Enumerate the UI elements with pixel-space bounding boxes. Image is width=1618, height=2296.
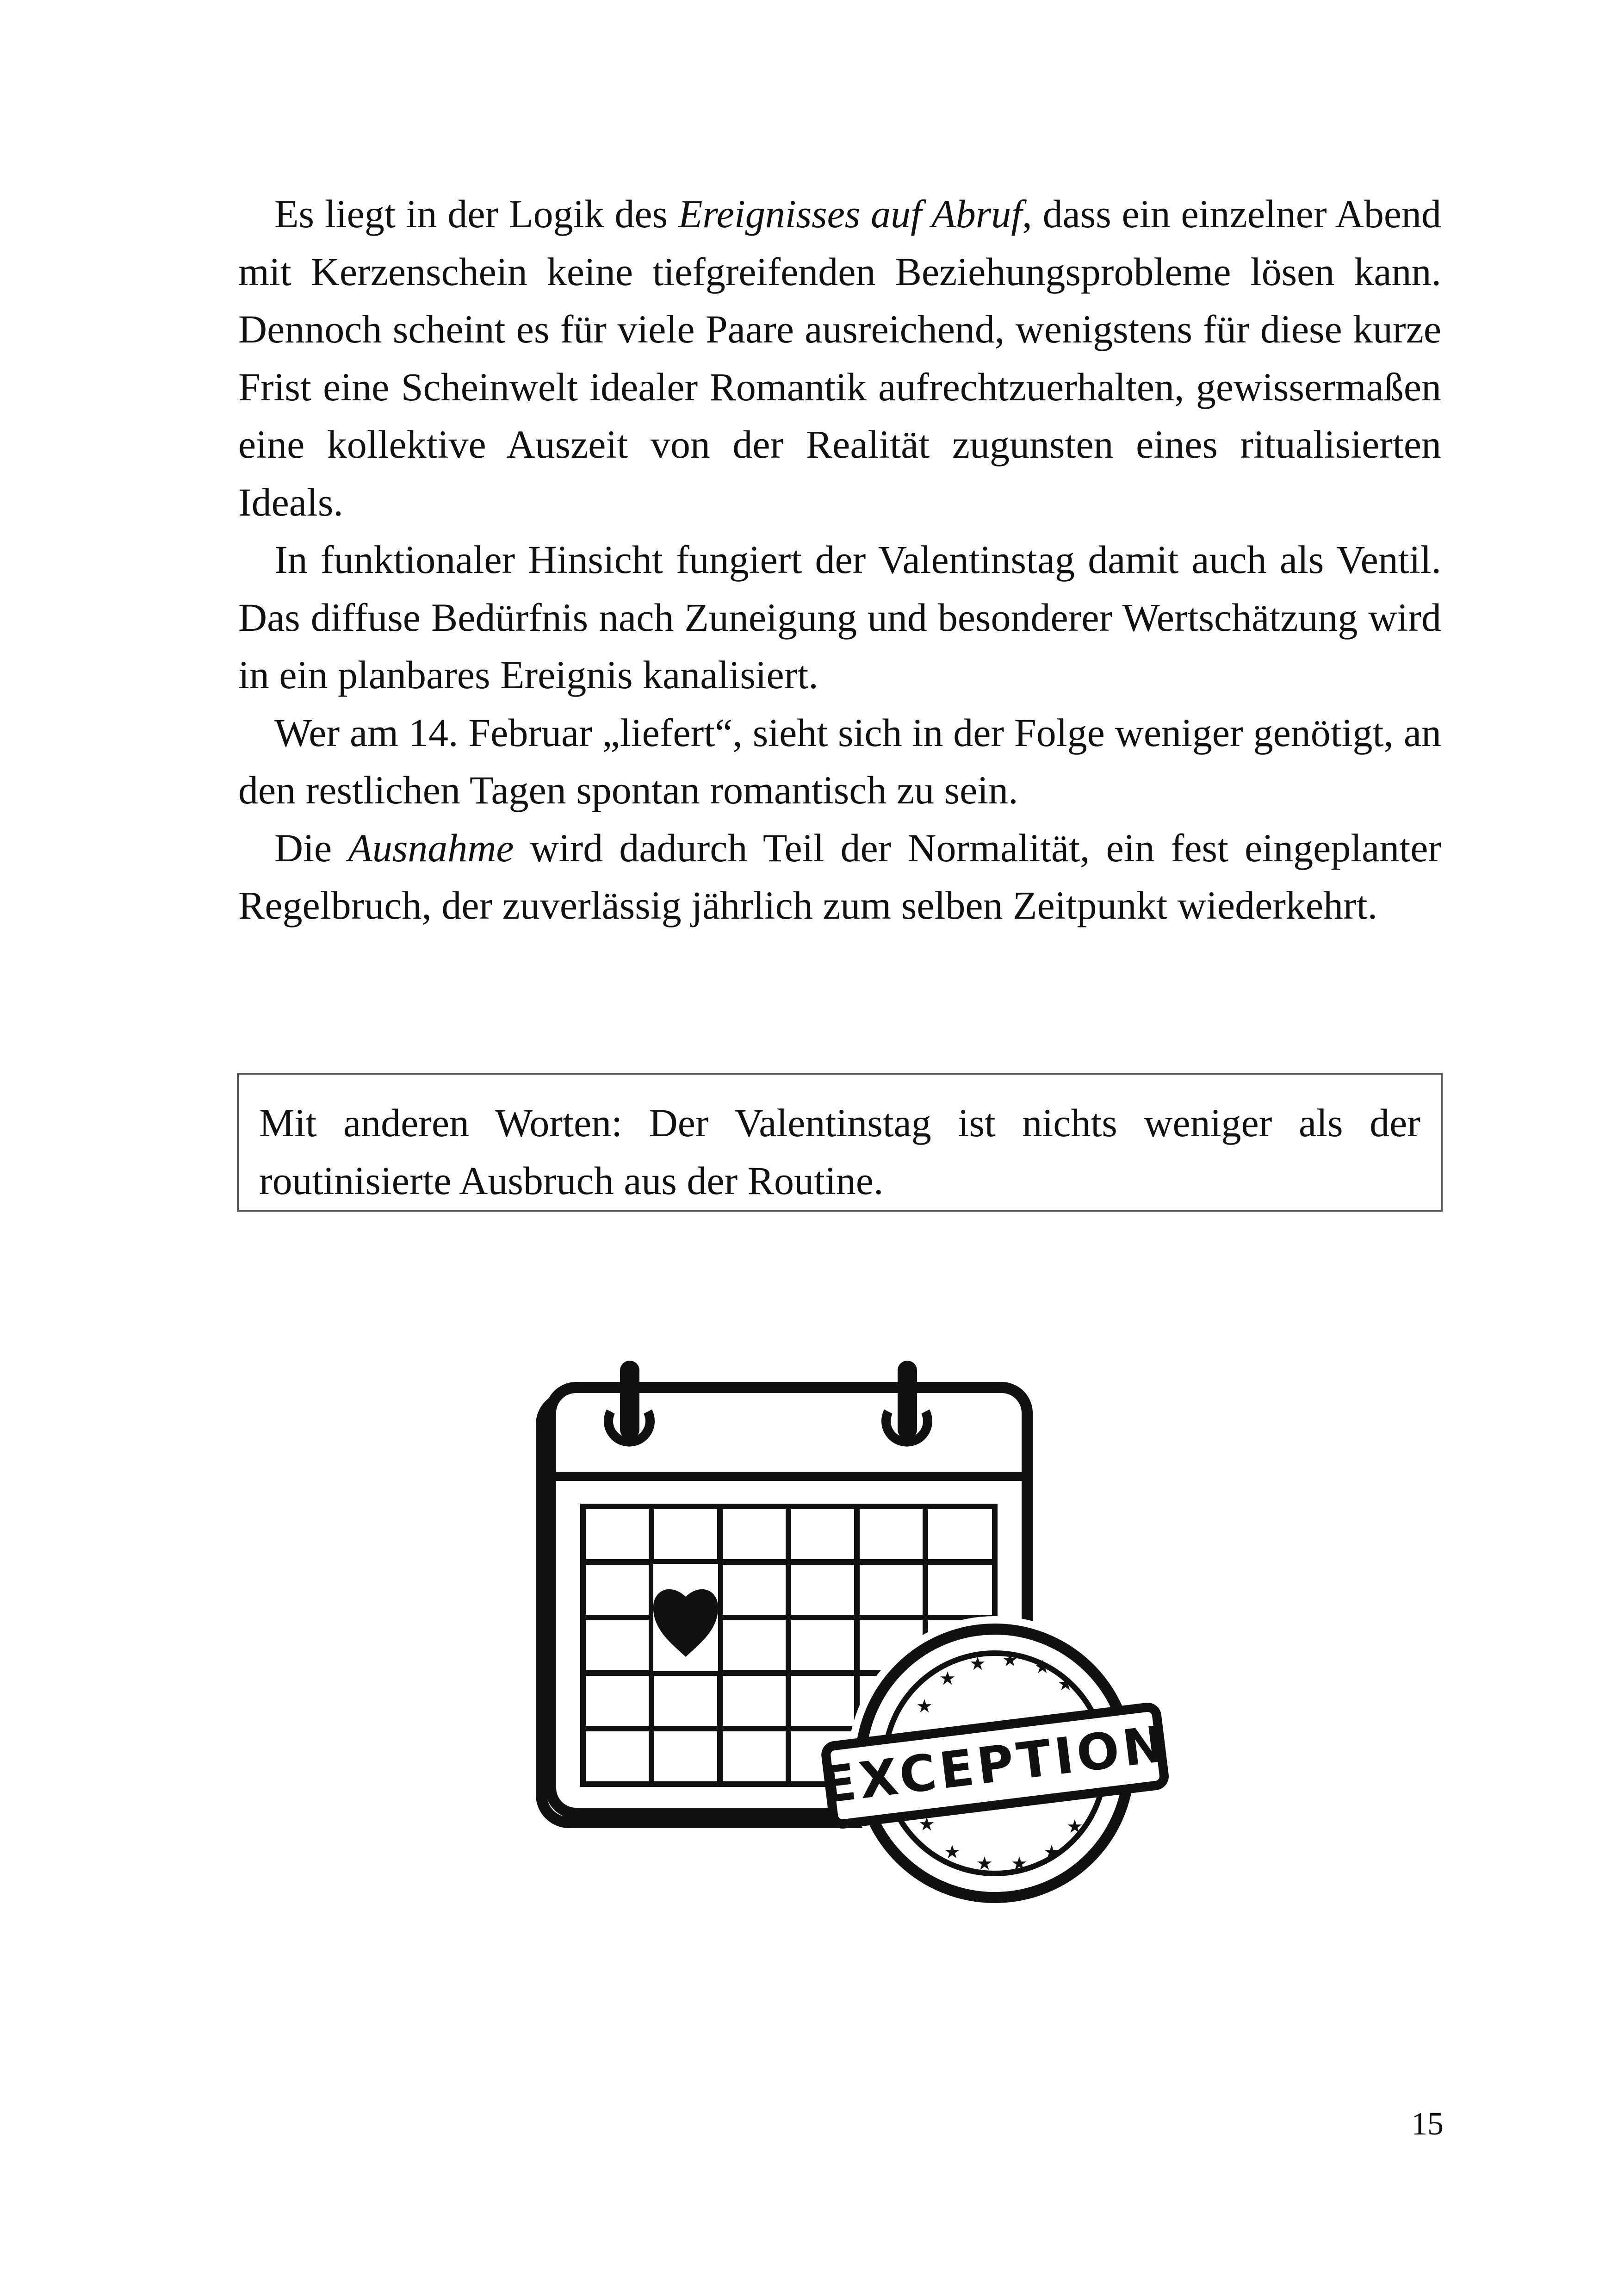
body-text	[238, 185, 1441, 934]
stamp-label: EXCEPTION	[818, 1715, 1172, 1815]
svg-text:★: ★	[1066, 1816, 1083, 1837]
paragraph-4-emphasis: Ausnahme	[348, 825, 514, 870]
quote-box	[237, 1073, 1443, 1212]
page-number: 15	[1411, 2106, 1444, 2142]
svg-text:★: ★	[1002, 1649, 1018, 1671]
svg-text:★: ★	[969, 1653, 986, 1674]
paragraph-1	[238, 185, 1441, 531]
svg-text:★: ★	[1043, 1842, 1060, 1863]
svg-text:★: ★	[939, 1668, 956, 1689]
svg-text:★: ★	[1034, 1656, 1051, 1678]
svg-text:★: ★	[916, 1696, 933, 1717]
calendar-heart-exception-stamp-icon	[532, 1361, 1172, 1916]
svg-text:★: ★	[976, 1853, 993, 1874]
paragraph-4	[238, 819, 1441, 934]
svg-text:★: ★	[944, 1842, 961, 1863]
paragraph-1-part-2: , dass ein einzelner Abend mit Kerzenschein keine tiefgreifenden Beziehungsprobleme lösen kann. Dennoch scheint es für viele Paare ausreichend, wenigstens für diese kurze Frist eine Scheinwelt idealer Romantik aufrechtzuerhalten, gewissermaßen eine kollektive Auszeit von der Realität zugunsten eines ritualisierten Ideals.	[238, 192, 1442, 524]
svg-text:★: ★	[1011, 1853, 1028, 1874]
paragraph-4-part-1: Die	[274, 825, 348, 870]
paragraph-4-part-2: wird dadurch Teil der Normalität, ein fest eingeplanter Regelbruch, der zuverlässig jährlich zum selben Zeitpunkt wiederkehrt.	[238, 825, 1442, 927]
svg-text:★: ★	[918, 1814, 935, 1835]
paragraph-1-part-1: Es liegt in der Logik des	[274, 192, 678, 236]
svg-text:★: ★	[1057, 1674, 1074, 1695]
paragraph-1-emphasis: Ereignisses auf Abruf	[678, 192, 1023, 236]
paragraph-2: In funktionaler Hinsicht fungiert der Valentinstag damit auch als Ventil. Das diffuse Bedürfnis nach Zuneigung und besonderer Wertschätzung wird in ein planbares Ereignis kanalisiert.	[238, 537, 1441, 697]
paragraph-3: Wer am 14. Februar „liefert“, sieht sich in der Folge weniger genötigt, an den restlichen Tagen spontan romantisch zu sein.	[238, 710, 1441, 812]
quote-text: Mit anderen Worten: Der Valentinstag ist nichts weniger als der routinisierte Ausbruch aus der Routine.	[259, 1101, 1420, 1203]
